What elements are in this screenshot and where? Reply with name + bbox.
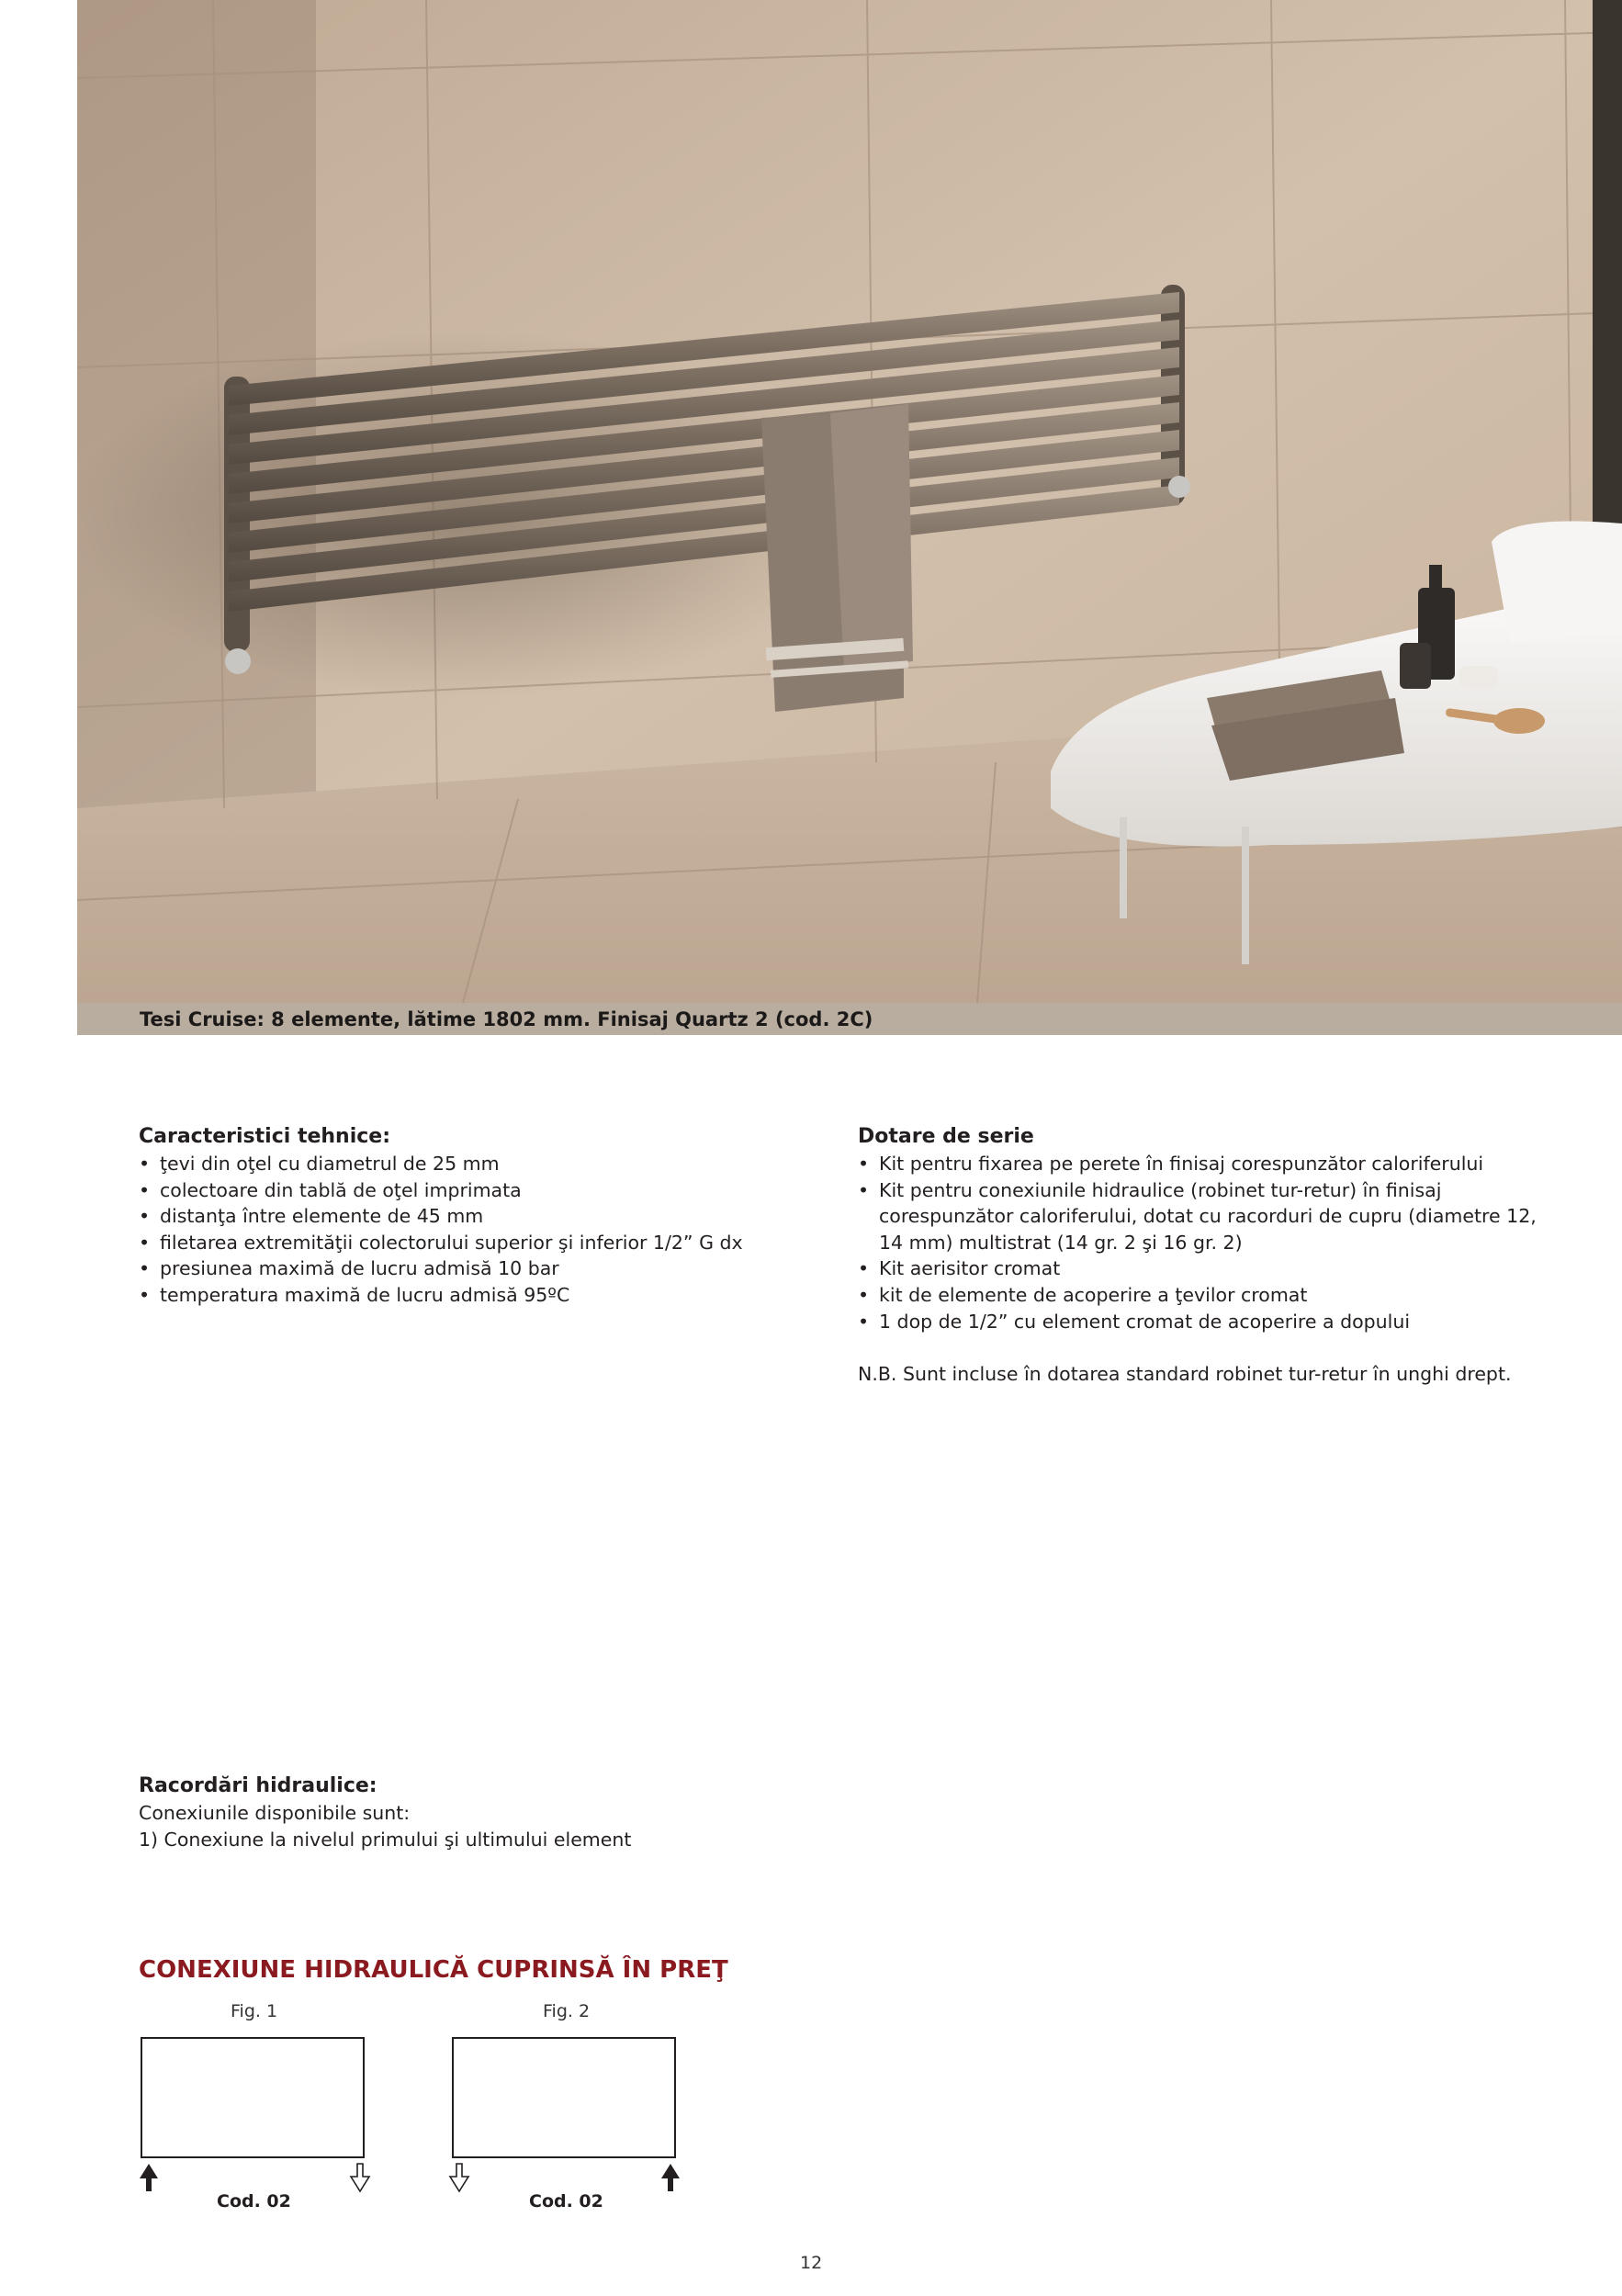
standard-list bbox=[858, 1151, 1556, 1334]
technical-section bbox=[139, 1123, 782, 1309]
list-item: • Kit pentru fixarea pe perete în finisaj corespunzător caloriferului bbox=[858, 1151, 1556, 1177]
page-number: 12 bbox=[800, 2253, 823, 2273]
list-item: • distanţa între elemente de 45 mm bbox=[139, 1203, 782, 1230]
fig1-diagram bbox=[141, 2037, 365, 2158]
outlet-arrow-down-icon bbox=[448, 2162, 470, 2193]
inlet-arrow-up-icon bbox=[138, 2162, 160, 2193]
list-item: • colectoare din tablă de oţel imprimata bbox=[139, 1177, 782, 1204]
product-photo bbox=[77, 0, 1622, 1003]
fig1-code: Cod. 02 bbox=[217, 2191, 291, 2212]
hydraulic-heading: Racordări hidraulice: bbox=[139, 1774, 377, 1797]
technical-list bbox=[139, 1151, 782, 1309]
fig1-label: Fig. 1 bbox=[231, 2001, 278, 2021]
standard-section bbox=[858, 1123, 1556, 1387]
hydraulic-section bbox=[139, 1773, 631, 1852]
list-item: • presiunea maximă de lucru admisă 10 bar bbox=[139, 1255, 782, 1282]
list-item: • Kit pentru conexiunile hidraulice (robinet tur-retur) în finisaj corespunzător caloriferului, dotat cu racorduri de cupru (diametre 12, 14 mm) multistrat (14 gr. 2 şi 16 gr. 2) bbox=[858, 1177, 1556, 1256]
list-item: • ţevi din oţel cu diametrul de 25 mm bbox=[139, 1151, 782, 1177]
fig2-diagram bbox=[452, 2037, 676, 2158]
technical-heading: Caracteristici tehnice: bbox=[139, 1125, 391, 1148]
list-item: • temperatura maximă de lucru admisă 95ºC bbox=[139, 1282, 782, 1309]
connection-title: CONEXIUNE HIDRAULICĂ CUPRINSĂ ÎN PREŢ bbox=[139, 1956, 728, 1984]
list-item: • filetarea extremităţii colectorului superior şi inferior 1/2” G dx bbox=[139, 1230, 782, 1256]
hydraulic-line-2: 1) Conexiune la nivelul primului şi ultimului element bbox=[139, 1828, 632, 1851]
list-item: • 1 dop de 1/2” cu element cromat de acoperire a dopului bbox=[858, 1309, 1556, 1335]
inlet-arrow-up-icon bbox=[659, 2162, 681, 2193]
list-item: • kit de elemente de acoperire a ţevilor cromat bbox=[858, 1282, 1556, 1309]
photo-caption: Tesi Cruise: 8 elemente, lătime 1802 mm. Finisaj Quartz 2 (cod. 2C) bbox=[140, 1008, 873, 1030]
standard-heading: Dotare de serie bbox=[858, 1125, 1034, 1148]
fig2-label: Fig. 2 bbox=[543, 2001, 591, 2021]
list-item: • Kit aerisitor cromat bbox=[858, 1255, 1556, 1282]
standard-note: N.B. Sunt incluse în dotarea standard robinet tur-retur în unghi drept. bbox=[858, 1362, 1512, 1385]
hydraulic-line-1: Conexiunile disponibile sunt: bbox=[139, 1802, 411, 1824]
outlet-arrow-down-icon bbox=[349, 2162, 371, 2193]
bathroom-radiator-photo-icon bbox=[77, 0, 1622, 1003]
fig2-code: Cod. 02 bbox=[529, 2191, 603, 2212]
